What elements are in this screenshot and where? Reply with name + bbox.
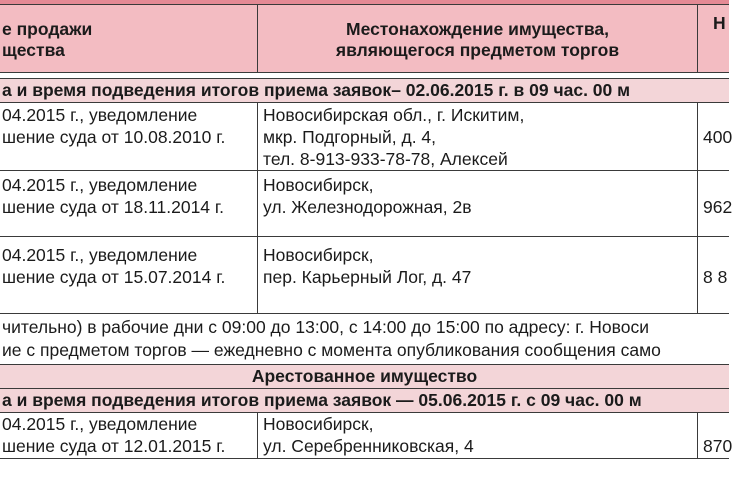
header-col3: Н [713, 13, 726, 33]
note-line2: ие с предметом торгов — ежедневно с момента опубликования сообщения само [2, 340, 661, 360]
col-divider [257, 412, 258, 458]
header-col1-line1: е продажи [2, 19, 93, 39]
row3-left-line2: шение суда от 15.07.2014 г. [2, 267, 226, 287]
row1-location-line2: мкр. Подгорный, д. 4, [263, 127, 437, 147]
row1-location-line1: Новосибирская обл., г. Искитим, [263, 105, 525, 125]
row3-location-line1: Новосибирск, [263, 245, 374, 265]
row2-location-line1: Новосибирск, [263, 175, 374, 195]
row2-location-line2: ул. Железнодорожная, 2в [263, 197, 472, 217]
row2-left-line1: 04.2015 г., уведомление [2, 175, 198, 195]
col-divider [697, 5, 698, 72]
row4-left-line2: шение суда от 12.01.2015 г. [2, 436, 226, 456]
row1-location-line3: тел. 8-913-933-78-78, Алексей [263, 149, 508, 169]
row3-location-line2: пер. Карьерный Лог, д. 47 [263, 267, 472, 287]
section2-title: Арестованное имущество [251, 366, 478, 386]
row4-location-line1: Новосибирск, [263, 414, 374, 434]
col-divider [697, 412, 698, 458]
row2-left-line2: шение суда от 18.11.2014 г. [2, 197, 225, 217]
rule [0, 388, 729, 389]
row2-price: 962 [703, 197, 732, 217]
header-col2-line2: являющегося предметом торгов [335, 40, 620, 60]
row1-price: 400 [703, 127, 732, 147]
rule [0, 170, 729, 171]
row1-left-line2: шение суда от 10.08.2010 г. [2, 127, 226, 147]
row4-price: 870 [703, 436, 732, 456]
header-col1-line2: щества [2, 40, 65, 60]
note-line1: чительно) в рабочие дни с 09:00 до 13:00, с 14:00 до 15:00 по адресу: г. Новоси [2, 317, 649, 337]
rule [0, 72, 729, 73]
rule [0, 313, 729, 314]
col-divider [257, 102, 258, 313]
rule [0, 236, 729, 237]
row1-left-line1: 04.2015 г., уведомление [2, 105, 198, 125]
row4-location-line2: ул. Серебренниковская, 4 [263, 436, 474, 456]
row3-price: 8 8 [703, 267, 728, 287]
row4-left-line1: 04.2015 г., уведомление [2, 414, 198, 434]
header-col2-line1: Местонахождение имущества, [346, 19, 609, 39]
section2-deadline: а и время подведения итогов приема заявок — 05.06.2015 г. с 09 час. 00 м [2, 390, 642, 410]
rule [0, 78, 729, 79]
section1-deadline: а и время подведения итогов приема заявок– 02.06.2015 г. в 09 час. 00 м [2, 80, 631, 100]
rule [0, 4, 729, 5]
row3-left-line1: 04.2015 г., уведомление [2, 245, 198, 265]
rule [0, 364, 729, 365]
col-divider [697, 102, 698, 313]
rule [0, 412, 729, 413]
rule [0, 102, 729, 103]
rule [0, 458, 729, 459]
